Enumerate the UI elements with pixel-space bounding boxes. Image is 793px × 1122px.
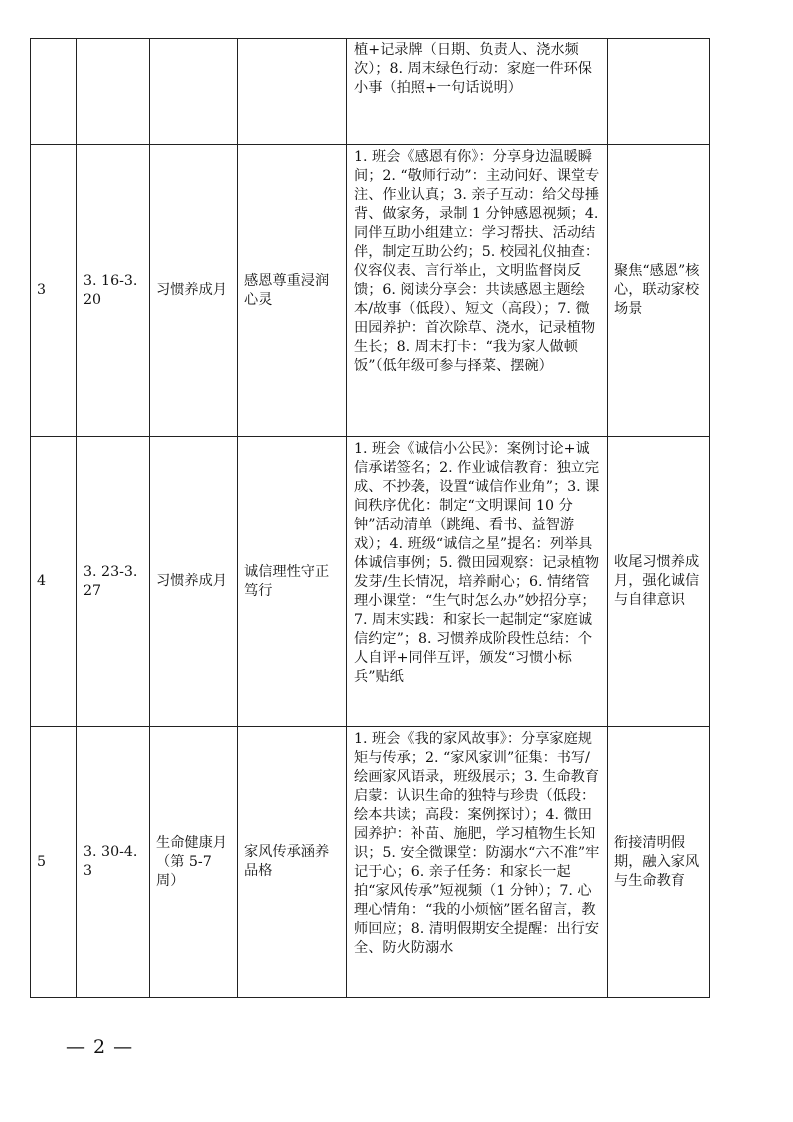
row-dates: 3. 16-3. 20 bbox=[77, 145, 150, 437]
row-dates: 3. 23-3. 27 bbox=[77, 437, 150, 727]
row-dates: 3. 30-4. 3 bbox=[77, 727, 150, 998]
row-index: 4 bbox=[31, 437, 77, 727]
page-number: — 2 — bbox=[66, 1036, 134, 1058]
row-note: 收尾习惯养成月，强化诚信与自律意识 bbox=[608, 437, 710, 727]
row-theme: 感恩尊重浸润心灵 bbox=[238, 145, 347, 437]
row-note bbox=[608, 39, 710, 145]
row-index bbox=[31, 39, 77, 145]
plan-table bbox=[30, 38, 710, 998]
row-content: 1. 班会《感恩有你》：分享身边温暖瞬间；2. “敬师行动”：主动问好、课堂专注、作业认真；3. 亲子互动：给父母捶背、做家务，录制 1 分钟感恩视频；4. 同伴互助小组建立：学习帮扶、活动结伴，制定互助公约；5. 校园礼仪抽查：仪容仪表、言行举止，文明监督岗反馈；6. 阅读分享会：共读感恩主题绘本/故事（低段）、短文（高段）；7. 微田园养护：首次除草、浇水，记录植物生长；8. 周末打卡：“我为家人做顿饭”（低年级可参与择菜、摆碗） bbox=[347, 145, 608, 437]
row-index: 3 bbox=[31, 145, 77, 437]
row-content: 1. 班会《我的家风故事》：分享家庭规矩与传承；2. “家风家训”征集：书写/绘画家风语录，班级展示；3. 生命教育启蒙：认识生命的独特与珍贵（低段：绘本共读；高段：案例探讨）；4. 微田园养护：补苗、施肥，学习植物生长知识；5. 安全微课堂：防溺水“六不准”牢记于心；6. 亲子任务：和家长一起拍“家风传承”短视频（1 分钟）；7. 心理心情角：“我的小烦恼”匿名留言，教师回应；8. 清明假期安全提醒：出行安全、防火防溺水 bbox=[347, 727, 608, 998]
table-row bbox=[31, 437, 710, 727]
row-month bbox=[150, 39, 238, 145]
row-note: 聚焦“感恩”核心，联动家校场景 bbox=[608, 145, 710, 437]
row-month: 习惯养成月 bbox=[150, 145, 238, 437]
row-theme: 家风传承涵养品格 bbox=[238, 727, 347, 998]
table-row bbox=[31, 727, 710, 998]
row-index: 5 bbox=[31, 727, 77, 998]
row-content: 植+记录牌（日期、负责人、浇水频次）；8. 周末绿色行动：家庭一件环保小事（拍照+一句话说明） bbox=[347, 39, 608, 145]
table-row bbox=[31, 39, 710, 145]
row-content: 1. 班会《诚信小公民》：案例讨论+诚信承诺签名；2. 作业诚信教育：独立完成、不抄袭，设置“诚信作业角”；3. 课间秩序优化：制定“文明课间 10 分钟”活动清单（跳绳、看书、益智游戏）；4. 班级“诚信之星”提名：列举具体诚信事例；5. 微田园观察：记录植物发芽/生长情况，培养耐心；6. 情绪管理小课堂：“生气时怎么办”妙招分享；7. 周末实践：和家长一起制定“家庭诚信约定”；8. 习惯养成阶段性总结：个人自评+同伴互评，颁发“习惯小标兵”贴纸 bbox=[347, 437, 608, 727]
row-theme: 诚信理性守正笃行 bbox=[238, 437, 347, 727]
row-theme bbox=[238, 39, 347, 145]
row-dates bbox=[77, 39, 150, 145]
row-month: 习惯养成月 bbox=[150, 437, 238, 727]
table-row bbox=[31, 145, 710, 437]
row-note: 衔接清明假期，融入家风与生命教育 bbox=[608, 727, 710, 998]
row-month: 生命健康月（第 5-7 周） bbox=[150, 727, 238, 998]
